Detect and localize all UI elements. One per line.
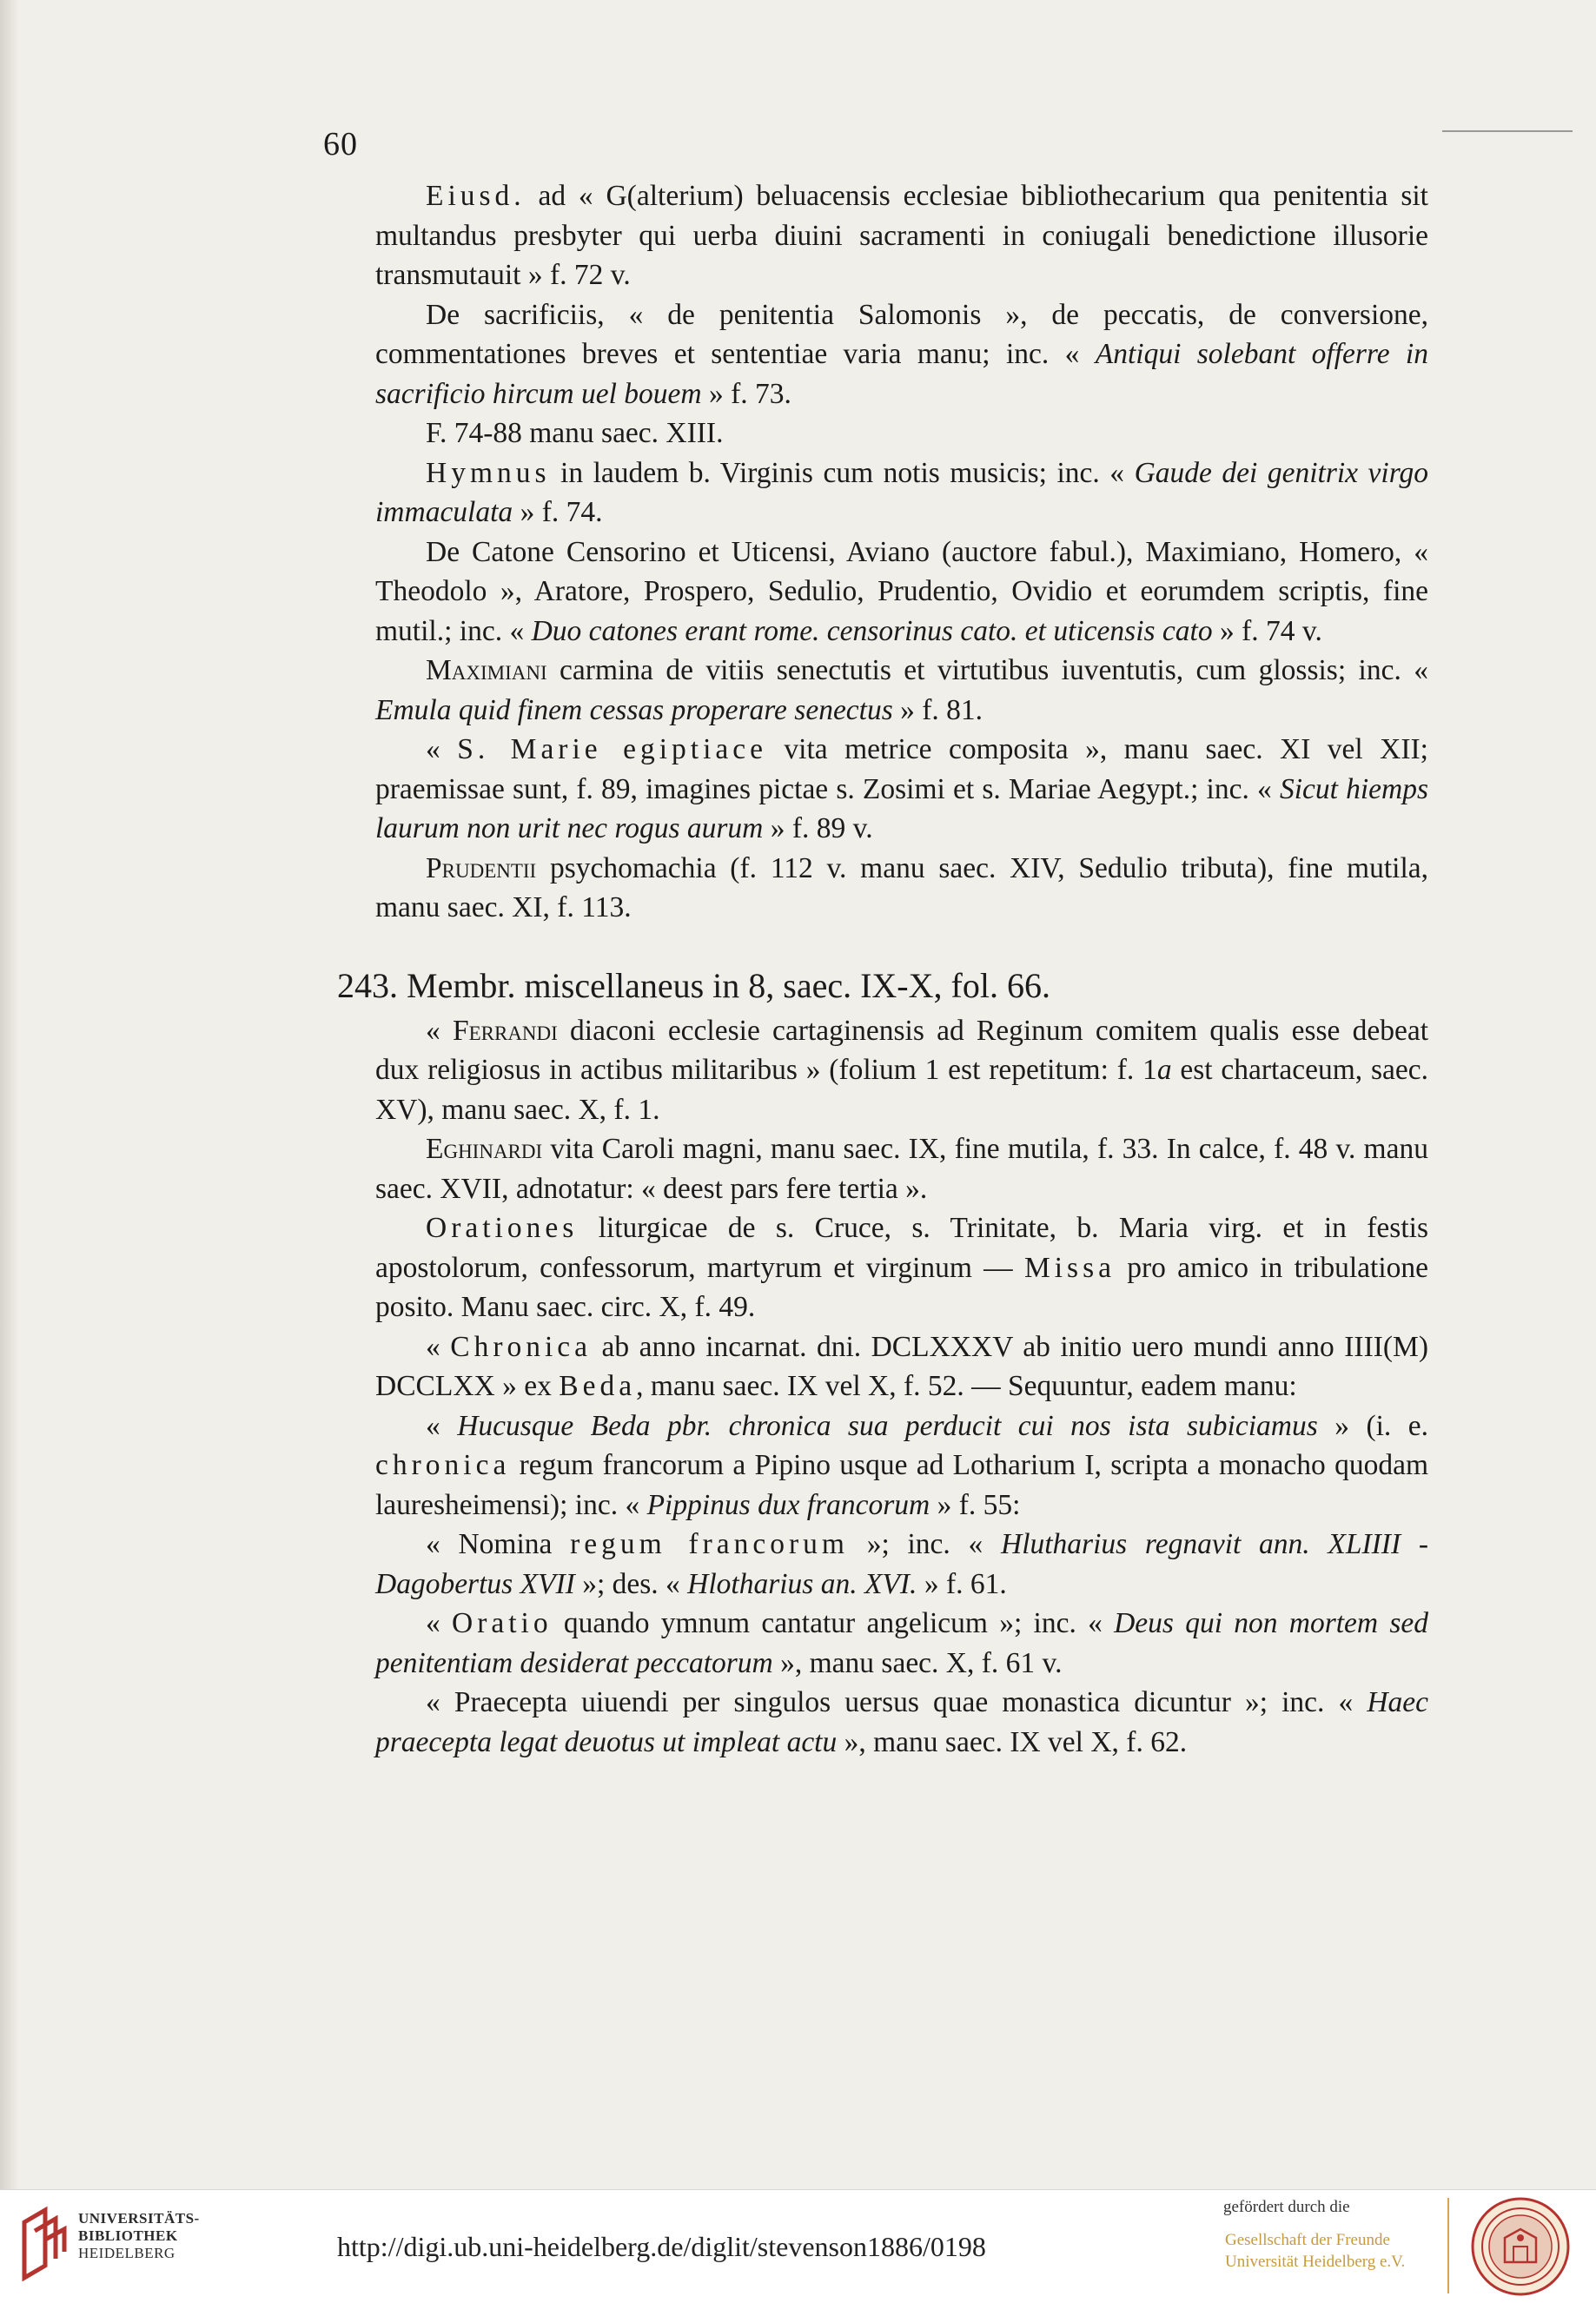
text-run: pro amico in tribulatione posito. Manu saec. circ. X, f. 49.	[375, 1251, 1428, 1323]
paragraph	[375, 533, 1428, 652]
spaced-text: Missa	[1023, 1251, 1116, 1284]
spaced-text: S. Marie egiptiace	[457, 733, 767, 765]
spaced-text: Eiusd.	[426, 180, 526, 212]
incipit: Hlutharius regnavit ann. XLIIII - Dagobertus XVII	[375, 1528, 1428, 1600]
paragraph	[375, 1406, 1428, 1525]
text-run: liturgicae de s. Cruce, s. Trinitate, b. Maria virg. et in festis apostolorum, confessorum, martyrum et virginum —	[375, 1212, 1428, 1284]
text-run: », manu saec. X, f. 61 v.	[772, 1646, 1063, 1679]
library-name-line3: HEIDELBERG	[78, 2245, 175, 2261]
text-run: «	[426, 733, 458, 765]
incipit: Duo catones erant rome. censorinus cato. et uticensis cato	[531, 614, 1213, 647]
author-name: Prudentii	[426, 851, 537, 884]
text-run: » f. 61.	[917, 1567, 1007, 1600]
permalink-url[interactable]: http://digi.ub.uni-heidelberg.de/diglit/stevenson1886/0198	[337, 2231, 986, 2262]
spaced-text: Chronica	[450, 1330, 593, 1363]
library-name-line1: UNIVERSITÄTS-	[78, 2210, 200, 2227]
text-run: De Catone Censorino et Uticensi, Aviano (auctore fabul.), Maximiano, Homero, « Theodolo », Aratore, Prospero, Sedulio, Prudentio, Ovidio et eorumdem scriptis, fine mutil.; inc. «	[375, 535, 1428, 647]
paragraph	[375, 176, 1428, 295]
paragraph	[375, 730, 1428, 849]
spaced-text: chronica	[375, 1449, 511, 1481]
author-name: Eghinardi	[426, 1133, 543, 1165]
text-run: ab anno incarnat. dni. DCLXXXV ab initio uero mundi anno IIII(M) DCCLXX » ex	[375, 1330, 1428, 1402]
paragraph	[375, 1011, 1428, 1130]
paragraph	[375, 1683, 1428, 1762]
header-rule	[1442, 130, 1573, 132]
paragraph	[375, 849, 1428, 928]
text-run: psychomachia (f. 112 v. manu saec. XIV, Sedulio tributa), fine mutila, manu saec. XI, f. 113.	[375, 851, 1428, 923]
text-run: F. 74-88 manu saec. XIII.	[426, 417, 724, 449]
text-run: » f. 74.	[513, 496, 603, 528]
paragraph	[375, 295, 1428, 414]
text-run: vita metrice composita », manu saec. XI vel XII; praemissae sunt, f. 89, imagines pictae s. Zosimi et s. Mariae Aegypt.; inc. «	[375, 733, 1428, 805]
text-run: «	[426, 1014, 453, 1047]
text-run: in laudem b. Virginis cum notis musicis; inc. «	[550, 456, 1135, 489]
text-run: » f. 74 v.	[1212, 614, 1322, 647]
incipit: Antiqui solebant offerre in sacrificio hircum uel bouem	[375, 338, 1428, 410]
library-name	[78, 2210, 200, 2262]
text-run: » (i. e.	[1317, 1409, 1429, 1442]
text-run: quando ymnum cantatur angelicum »; inc. «	[552, 1607, 1115, 1639]
paragraph	[375, 1604, 1428, 1683]
text-run: » f. 73.	[701, 377, 791, 410]
paragraph	[375, 1208, 1428, 1327]
text-run: « Praecepta uiuendi per singulos uersus quae monastica dicuntur »; inc. «	[426, 1686, 1368, 1718]
paragraph	[375, 1129, 1428, 1208]
paragraph	[375, 1525, 1428, 1604]
author-name: Ferrandi	[452, 1014, 558, 1047]
spaced-text: Orationes	[426, 1212, 579, 1244]
author-name: Maximiani	[426, 654, 547, 686]
text-run: » f. 55:	[930, 1488, 1021, 1521]
sponsor-name	[1225, 2229, 1405, 2273]
text-run: vita Caroli magni, manu saec. IX, fine mutila, f. 33. In calce, f. 48 v. manu saec. XVII, adnotatur: « deest pars fere tertia ».	[375, 1133, 1428, 1205]
incipit: Haec praecepta legat deuotus ut impleat actu	[375, 1686, 1428, 1758]
italic-letter: a	[1156, 1054, 1172, 1086]
text-run: »; inc. «	[848, 1528, 1001, 1560]
incipit: Hucusque Beda pbr. chronica sua perducit cui nos ista subiciamus	[457, 1409, 1318, 1442]
entry-heading: 243. Membr. miscellaneus in 8, saec. IX-X, fol. 66.	[337, 965, 1050, 1005]
text-run: est chartaceum, saec. XV), manu saec. X, f. 1.	[375, 1054, 1428, 1126]
spaced-text: Oratio	[452, 1607, 553, 1639]
page-edge-shadow	[0, 0, 19, 2189]
page-text	[337, 176, 1429, 1762]
page-number: 60	[323, 126, 358, 162]
text-run: »; des. «	[574, 1567, 688, 1600]
text-run: De sacrificiis, « de penitentia Salomonis », de peccatis, de conversione, commentationes breves et sententiae varia manu; inc. «	[375, 298, 1428, 370]
library-logo-icon	[19, 2205, 68, 2283]
text-run: », manu saec. IX vel X, f. 62.	[837, 1725, 1188, 1758]
text-run: » f. 81.	[892, 693, 983, 726]
spaced-text: Hymnus	[426, 456, 551, 489]
text-run: «	[426, 1409, 458, 1442]
text-run: « Nomina	[426, 1528, 571, 1560]
text-run: diaconi ecclesie cartaginensis ad Reginum comitem qualis esse debeat dux religiosus in actibus militaribus » (folium 1 est repetitum: f. 1	[375, 1014, 1428, 1086]
text-run: carmina de vitiis senectutis et virtutibus iuventutis, cum glossis; inc. «	[546, 654, 1428, 686]
university-seal-icon	[1470, 2196, 1571, 2297]
spaced-text: Beda	[559, 1370, 637, 1402]
incipit: Emula quid finem cessas properare senectus	[375, 693, 893, 726]
incipit: Sicut hiemps laurum non urit nec rogus aurum	[375, 772, 1428, 844]
paragraph	[375, 414, 1428, 453]
sponsor-label: gefördert durch die	[1223, 2198, 1350, 2216]
sponsor-divider	[1447, 2198, 1449, 2293]
spaced-text: regum francorum	[570, 1528, 849, 1560]
text-run: ad « G(alterium) beluacensis ecclesiae bibliothecarium qua penitentia sit multandus presbyter qui uerba diuini sacramenti in coniugali benedictione illusorie transmutauit » f. 72 v.	[375, 180, 1428, 291]
library-name-line2: BIBLIOTHEK	[78, 2227, 178, 2244]
incipit: Gaude dei genitrix virgo immaculata	[375, 456, 1429, 528]
paragraph	[375, 1327, 1428, 1406]
text-run: » f. 89 v.	[763, 812, 873, 844]
text-run: regum francorum a Pipino usque ad Lotharium I, scripta a monacho quodam lauresheimensi); inc. «	[375, 1449, 1428, 1521]
text-run: «	[426, 1330, 451, 1363]
paragraph	[375, 651, 1428, 730]
incipit: Hlotharius an. XVI.	[687, 1567, 917, 1600]
sponsor-name-line2: Universität Heidelberg e.V.	[1225, 2253, 1406, 2271]
incipit: Deus qui non mortem sed penitentiam desiderat peccatorum	[375, 1607, 1428, 1679]
incipit: Pippinus dux francorum	[646, 1488, 930, 1521]
text-run: «	[426, 1607, 452, 1639]
text-run: , manu saec. IX vel X, f. 52. — Sequuntur, eadem manu:	[636, 1370, 1297, 1402]
paragraph	[375, 453, 1428, 533]
sponsor-name-line1: Gesellschaft der Freunde	[1225, 2231, 1390, 2249]
